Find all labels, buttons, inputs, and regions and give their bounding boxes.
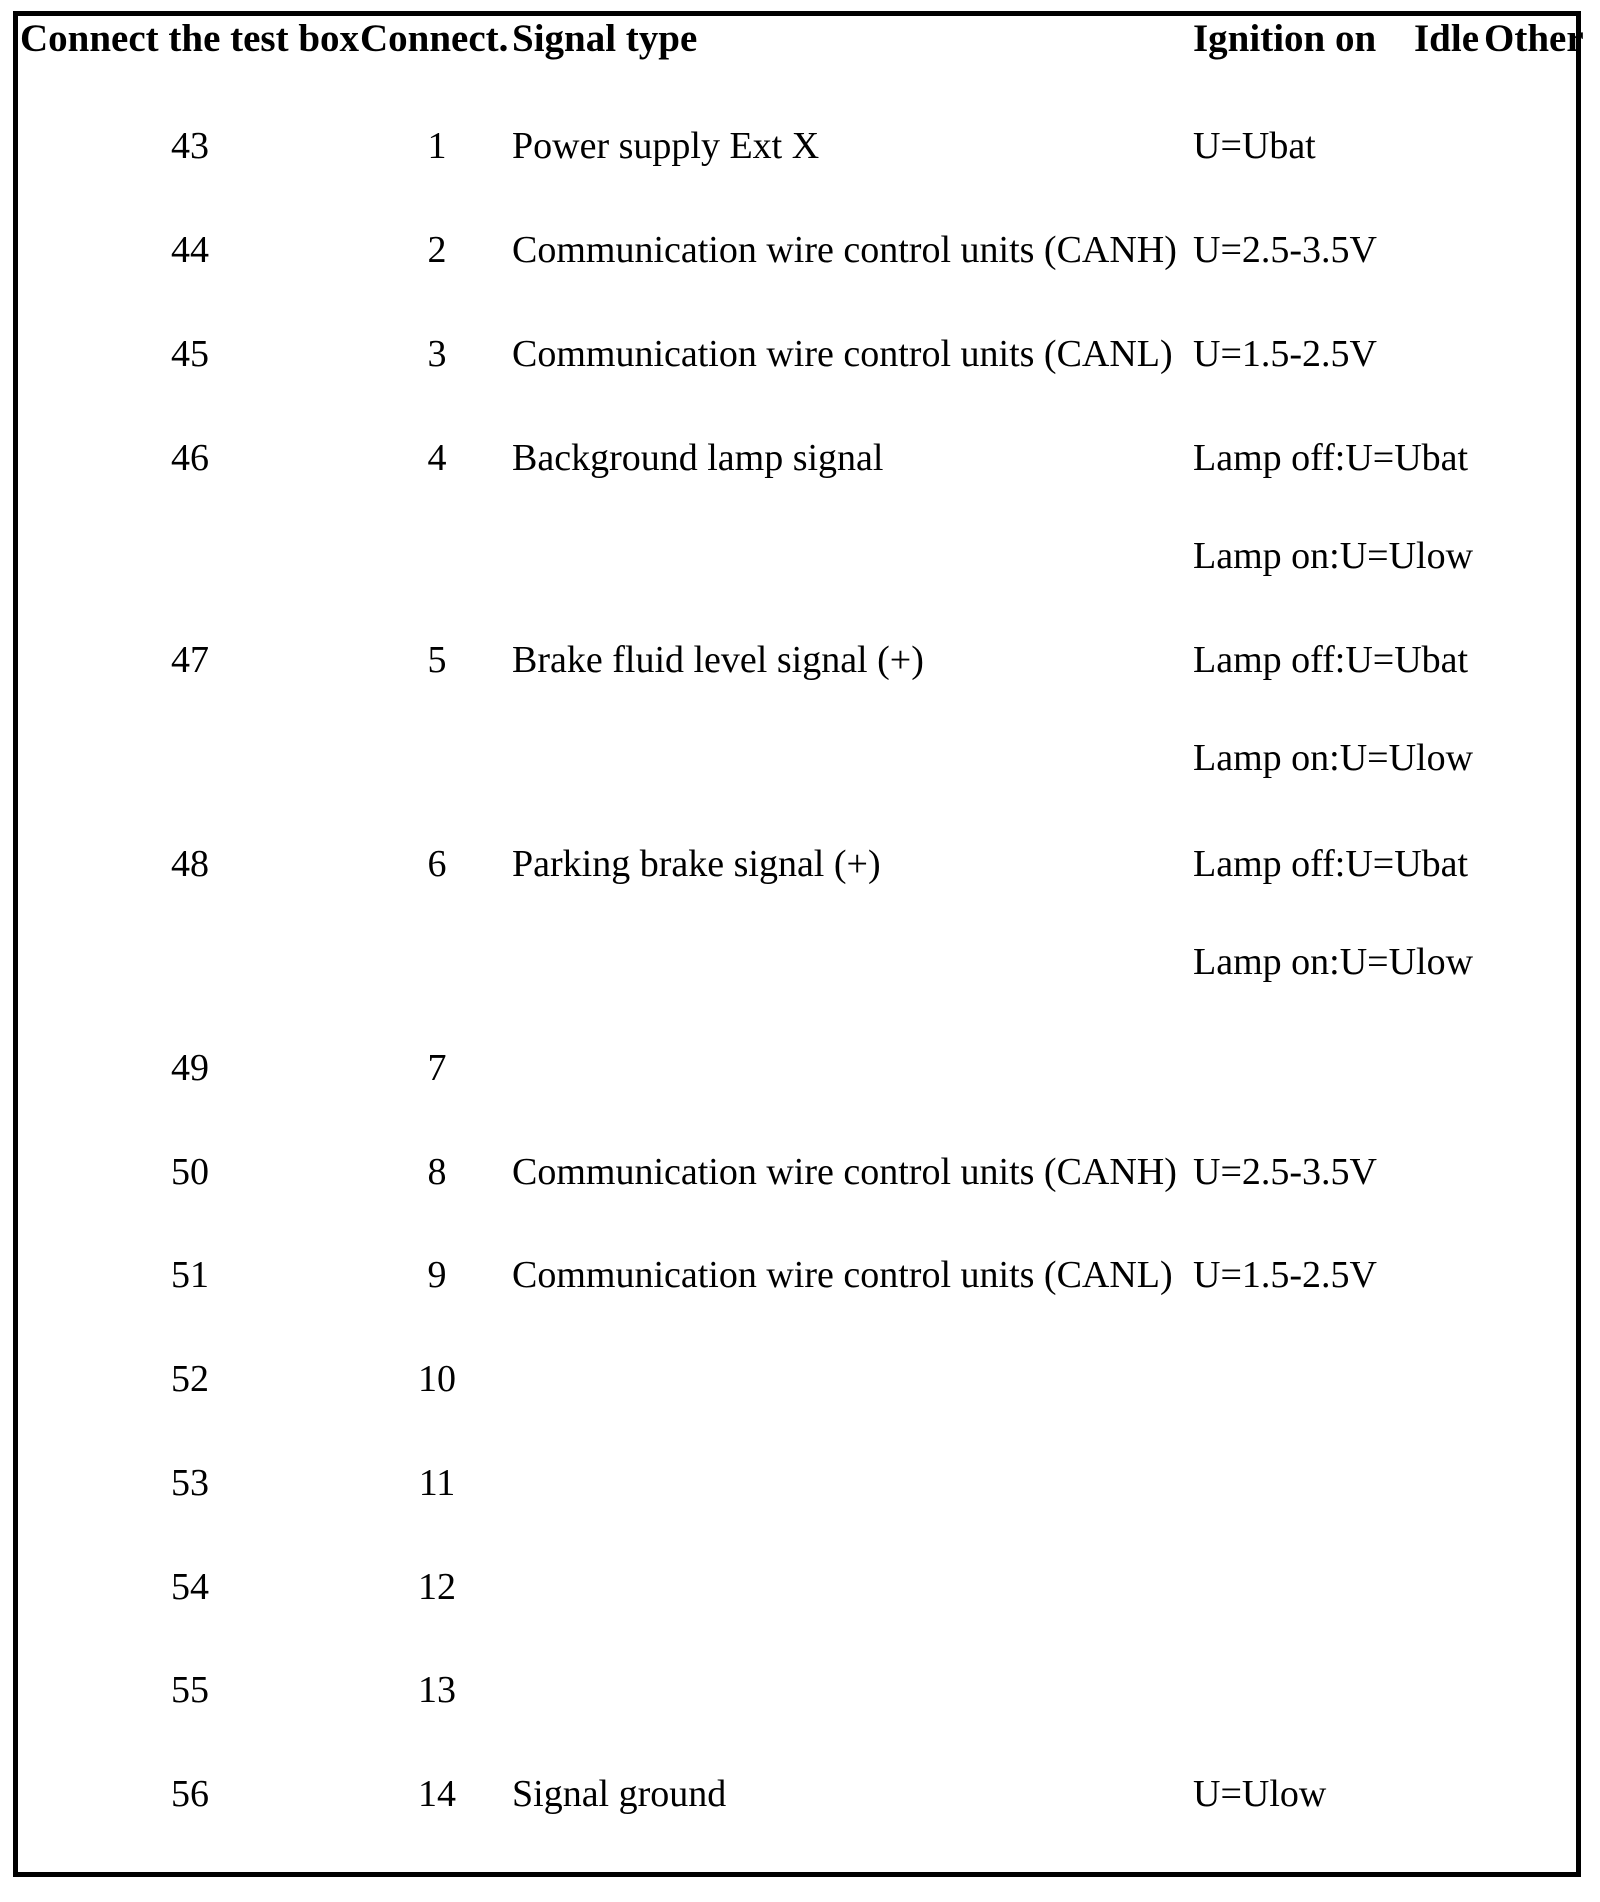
cell-ignition-on: Lamp on:U=Ulow [1193,941,1474,983]
cell-test-box: 48 [171,843,209,885]
cell-connector: 9 [427,1254,447,1296]
cell-test-box: 56 [171,1773,209,1815]
cell-ignition-on: Lamp on:U=Ulow [1193,535,1474,577]
cell-ignition-on: Lamp off:U=Ubat [1193,843,1469,885]
cell-test-box: 47 [171,639,209,681]
cell-signal-type: Communication wire control units (CANL) [512,333,1173,375]
cell-connector: 3 [427,333,447,375]
header-signal-type: Signal type [512,17,698,60]
cell-ignition-on: U=Ubat [1193,125,1316,167]
cell-signal-type: Power supply Ext X [512,125,820,167]
cell-connector: 2 [427,229,447,271]
cell-connector: 4 [427,437,447,479]
cell-signal-type: Communication wire control units (CANH) [512,1151,1177,1193]
cell-connector: 10 [418,1358,456,1400]
header-other: Other [1484,17,1584,60]
cell-ignition-on: U=2.5-3.5V [1193,1151,1377,1193]
cell-test-box: 55 [171,1669,209,1711]
header-test-box: Connect the test box [20,17,360,60]
cell-connector: 11 [418,1462,456,1504]
header-connector: Connect. [360,17,509,60]
cell-test-box: 52 [171,1358,209,1400]
cell-signal-type: Communication wire control units (CANL) [512,1254,1173,1296]
cell-signal-type: Brake fluid level signal (+) [512,639,924,681]
cell-connector: 5 [427,639,447,681]
cell-connector: 7 [427,1047,447,1089]
cell-test-box: 49 [171,1047,209,1089]
cell-signal-type: Communication wire control units (CANH) [512,229,1177,271]
cell-connector: 8 [427,1151,447,1193]
cell-signal-type: Background lamp signal [512,437,884,479]
cell-connector: 14 [418,1773,456,1815]
cell-ignition-on: Lamp off:U=Ubat [1193,437,1469,479]
cell-ignition-on: Lamp on:U=Ulow [1193,737,1474,779]
header-ignition-on: Ignition on [1193,17,1377,60]
header-idle: Idle [1414,17,1480,60]
cell-connector: 1 [427,125,447,167]
cell-ignition-on: U=1.5-2.5V [1193,333,1377,375]
cell-test-box: 46 [171,437,209,479]
cell-test-box: 45 [171,333,209,375]
cell-test-box: 44 [171,229,209,271]
cell-signal-type: Signal ground [512,1773,727,1815]
cell-test-box: 43 [171,125,209,167]
cell-test-box: 51 [171,1254,209,1296]
cell-test-box: 50 [171,1151,209,1193]
cell-connector: 13 [418,1669,456,1711]
cell-ignition-on: U=Ulow [1193,1773,1327,1815]
cell-ignition-on: U=2.5-3.5V [1193,229,1377,271]
cell-connector: 6 [427,843,447,885]
cell-connector: 12 [418,1566,456,1608]
cell-signal-type: Parking brake signal (+) [512,843,881,885]
cell-test-box: 54 [171,1566,209,1608]
cell-test-box: 53 [171,1462,209,1504]
cell-ignition-on: Lamp off:U=Ubat [1193,639,1469,681]
cell-ignition-on: U=1.5-2.5V [1193,1254,1377,1296]
